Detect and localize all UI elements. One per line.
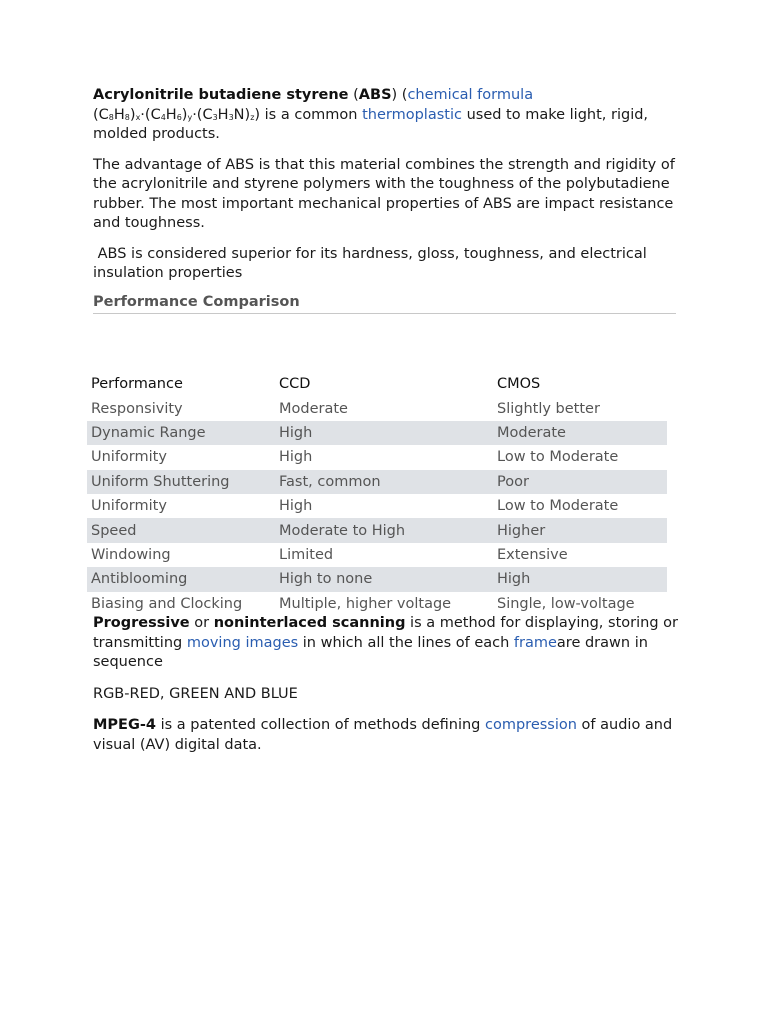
moving-images-link[interactable]: moving images: [186, 634, 299, 651]
table-cell: Moderate: [493, 421, 667, 445]
table-cell: Moderate to High: [275, 518, 493, 542]
table-cell: Speed: [87, 518, 275, 542]
table-header-cell: Performance: [91, 376, 183, 393]
table-cell: High: [279, 498, 313, 515]
table-cell: Poor: [493, 470, 667, 494]
table-cell: Windowing: [91, 546, 171, 563]
table-row: [87, 543, 667, 567]
table-row: [87, 396, 667, 420]
performance-table: [87, 372, 667, 616]
advantage-paragraph: The advantage of ABS is that this material combines the strength and rigidity of the acrylonitrile and styrene polymers with the toughness of the polybutadiene rubber. The most important mechanical properties of ABS are impact resistance and toughness.: [93, 156, 675, 231]
mpeg-paragraph: MPEG-4 is a patented collection of methods defining compression of audio and visual (AV) digital data.: [93, 717, 673, 753]
table-row: [87, 494, 667, 518]
table-cell: High to none: [275, 567, 493, 591]
progressive-paragraph: Progressive or noninterlaced scanning is a method for displaying, storing or transmitting moving images in which all the lines of each frameare drawn in sequence: [93, 615, 678, 670]
abs-abbr: ABS: [358, 87, 392, 103]
superior-paragraph: ABS is considered superior for its hardness, gloss, toughness, and electrical insulation properties: [93, 245, 647, 281]
table-cell: Uniform Shuttering: [87, 470, 275, 494]
table-cell: Uniformity: [91, 449, 167, 466]
table-cell: Extensive: [497, 546, 568, 563]
abs-intro-paragraph: Acrylonitrile butadiene styrene (ABS) (chemical formula $(C_8H_8)_x\cdot(C_4H_6)_y\cdot(C_3H_3N)_z$) is a common thermoplastic used to make light, rigid, molded products.: [93, 87, 649, 142]
table-cell: Uniformity: [91, 498, 167, 515]
article-bottom: [93, 614, 683, 767]
table-row: [87, 567, 667, 591]
table-header-cell: CMOS: [497, 376, 541, 393]
table-cell: Biasing and Clocking: [91, 595, 243, 612]
table-cell: Low to Moderate: [497, 498, 619, 515]
article-top: [93, 86, 683, 314]
table-cell: Single, low-voltage: [497, 595, 635, 612]
table-cell: Higher: [493, 518, 667, 542]
table-row: [87, 421, 667, 445]
table-cell: High: [279, 449, 313, 466]
table-cell: Antiblooming: [87, 567, 275, 591]
section-heading: Performance Comparison: [93, 294, 676, 314]
table-cell: Limited: [279, 546, 334, 563]
table-row: [87, 592, 667, 616]
table-cell: Slightly better: [497, 400, 600, 417]
table-cell: Responsivity: [91, 400, 183, 417]
chemical-formula-link[interactable]: chemical formula: [407, 87, 534, 103]
table-header-row: [87, 372, 667, 396]
rgb-line: RGB-RED, GREEN AND BLUE: [93, 685, 298, 702]
table-header-cell: CCD: [279, 376, 311, 393]
table-cell: Moderate: [279, 400, 348, 417]
table-cell: Fast, common: [275, 470, 493, 494]
thermoplastic-link[interactable]: thermoplastic: [362, 106, 462, 123]
abs-name: Acrylonitrile butadiene styrene: [93, 87, 349, 103]
frame-link[interactable]: frame: [513, 634, 557, 651]
table-row: [87, 518, 667, 542]
table-row: [87, 470, 667, 494]
table-row: [87, 445, 667, 469]
compression-link[interactable]: compression: [485, 717, 577, 733]
table-cell: Dynamic Range: [87, 421, 275, 445]
table-cell: Low to Moderate: [497, 449, 619, 466]
table-cell: High: [275, 421, 493, 445]
table-cell: High: [493, 567, 667, 591]
table-cell: Multiple, higher voltage: [279, 595, 452, 612]
